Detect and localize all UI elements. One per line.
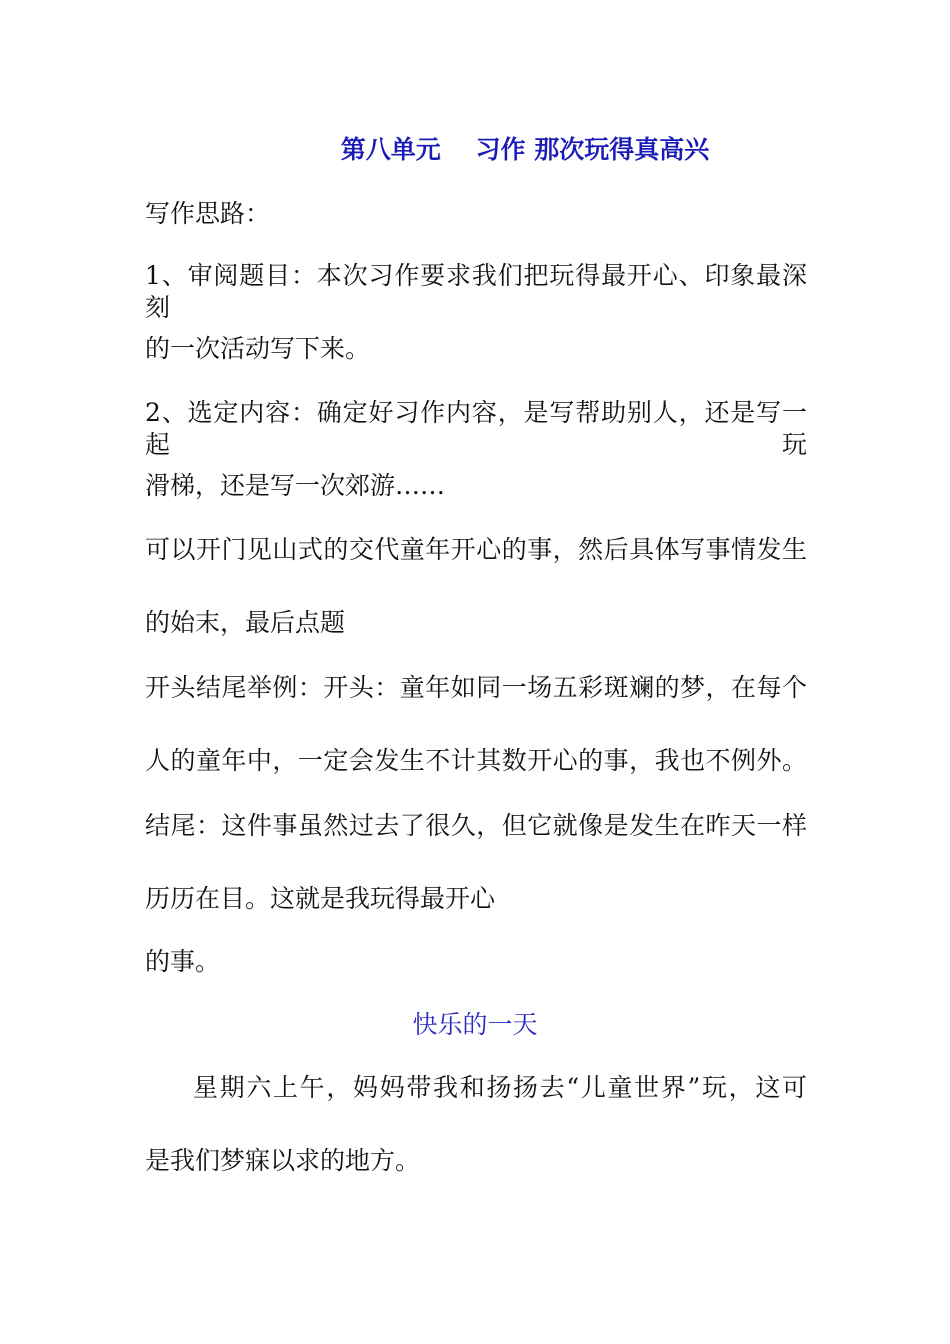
paragraph-line: 1、审阅题目：本次习作要求我们把玩得最开心、印象最深刻 [145,261,807,322]
writing-ideas-heading: 写作思路： [145,199,271,228]
paragraph-line: 滑梯，还是写一次郊游…… [145,471,446,500]
paragraph-line: 历历在目。这就是我玩得最开心 [145,884,496,913]
paragraph-line: 开头结尾举例：开头：童年如同一场五彩斑斓的梦，在每个 [145,673,807,702]
paragraph-line: 的始末，最后点题 [145,608,346,637]
paragraph-line: 人的童年中，一定会发生不计其数开心的事，我也不例外。 [145,746,807,775]
paragraph-line: 2、选定内容：确定好习作内容，是写帮助别人，还是写一起玩 [145,398,807,459]
essay-line: 是我们梦寐以求的地方。 [145,1146,421,1175]
paragraph-line: 结尾：这件事虽然过去了很久，但它就像是发生在昨天一样 [145,811,807,840]
essay-title: 快乐的一天 [412,1010,538,1039]
paragraph-line: 的事。 [145,947,221,976]
paragraph-line: 的一次活动写下来。 [145,334,371,363]
paragraph-line: 可以开门见山式的交代童年开心的事，然后具体写事情发生 [145,535,807,564]
essay-line: 星期六上午，妈妈带我和扬扬去“儿童世界”玩，这可 [193,1073,807,1102]
document-title: 第八单元 习作 那次玩得真高兴 [340,135,710,164]
